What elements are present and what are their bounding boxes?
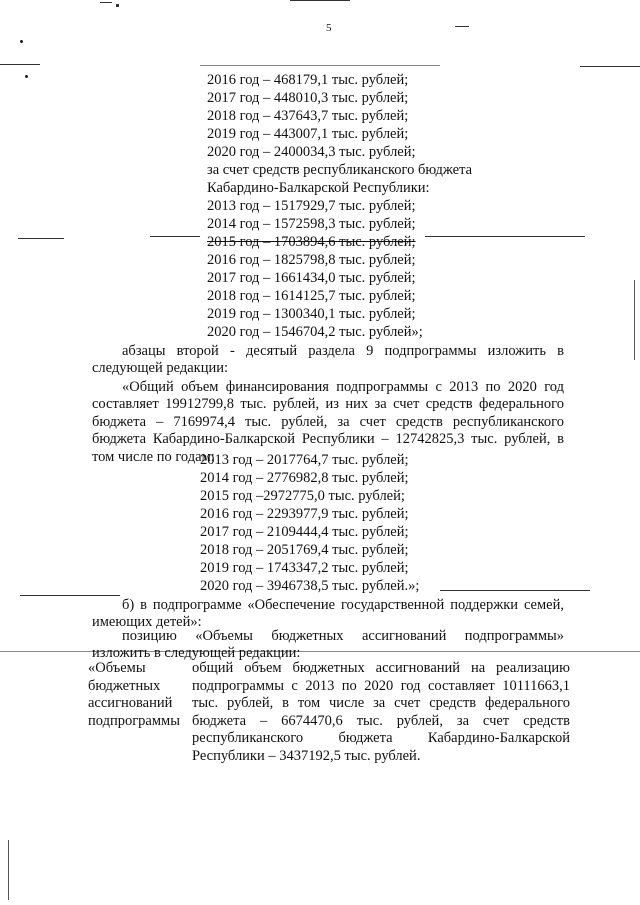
year-line: 2016 год – 468179,1 тыс. рублей; (207, 72, 409, 88)
paragraph-poziciya: позицию «Объемы бюджетных ассигнований подпрограммы» изложить в следующей редакции: (92, 628, 564, 662)
scan-artifact-line (200, 65, 440, 66)
year-line: 2017 год – 2109444,4 тыс. рублей; (200, 524, 409, 540)
year-line: 2018 год – 2051769,4 тыс. рублей; (200, 542, 409, 558)
year-line: 2013 год – 2017764,7 тыс. рублей; (200, 452, 409, 468)
budget-source-line: Кабардино-Балкарской Республики: (207, 180, 430, 196)
year-line: 2019 год – 1300340,1 тыс. рублей; (207, 306, 416, 322)
paragraph-abzacy: абзацы второй - десятый раздела 9 подпрограммы изложить в следующей редакции: (92, 343, 564, 377)
year-line: 2017 год – 448010,3 тыс. рублей; (207, 90, 409, 106)
year-line: 2020 год – 3946738,5 тыс. рублей.»; (200, 578, 420, 594)
year-line: 2014 год – 1572598,3 тыс. рублей; (207, 216, 416, 232)
scan-artifact-line (580, 66, 640, 67)
year-line: 2016 год – 2293977,9 тыс. рублей; (200, 506, 409, 522)
scan-artifact-dot (20, 40, 23, 43)
year-line: 2015 год – 1703894,6 тыс. рублей; (207, 234, 416, 250)
budget-source-line: за счет средств республиканского бюджета (207, 162, 473, 178)
paragraph-obshiy-obem: «Общий объем финансирования подпрограммы с 2013 по 2020 год составляет 19912799,8 тыс. рублей, из них за счет средств федерального бюджета – 7169974,4 тыс. рублей, за счет средств республиканского бюджета Кабардино-Балкарской Республики – 12742825,3 тыс. рублей, в том числе по годам: (92, 379, 564, 465)
year-line: 2013 год – 1517929,7 тыс. рублей; (207, 198, 416, 214)
scan-artifact-dot (25, 75, 28, 78)
paragraph-b: б) в подпрограмме «Обеспечение государственной поддержки семей, имеющих детей»: (92, 597, 564, 631)
scan-artifact-line (116, 4, 119, 7)
year-line: 2016 год – 1825798,8 тыс. рублей; (207, 252, 416, 268)
scan-artifact-line (425, 236, 585, 237)
table-left-cell: «Объемы бюджетных ассигнований подпрограммы (88, 660, 180, 729)
scan-artifact-vertical (634, 280, 635, 360)
scan-artifact-line (290, 0, 350, 1)
scan-artifact-line (455, 26, 469, 27)
table-right-text: общий объем бюджетных ассигнований на реализацию подпрограммы с 2013 по 2020 год составляет 10111663,1 тыс. рублей, в том числе за счет средств федерального бюджета – 6674470,6 тыс. рублей, за счет средств республиканского бюджета Кабардино-Балкарской Республики – 3437192,5 тыс. рублей. (192, 660, 570, 764)
scan-artifact-vertical (8, 840, 9, 900)
table-right-cell (192, 660, 570, 766)
year-line: 2019 год – 443007,1 тыс. рублей; (207, 126, 409, 142)
scan-artifact-line (100, 2, 112, 3)
year-line: 2019 год – 1743347,2 тыс. рублей; (200, 560, 409, 576)
scan-artifact-line (440, 590, 590, 591)
year-line: 2015 год –2972775,0 тыс. рублей; (200, 488, 405, 504)
year-line: 2018 год – 437643,7 тыс. рублей; (207, 108, 409, 124)
year-line: 2014 год – 2776982,8 тыс. рублей; (200, 470, 409, 486)
scan-artifact-line (0, 64, 40, 65)
page-number: 5 (326, 22, 332, 34)
year-line: 2020 год – 1546704,2 тыс. рублей»; (207, 324, 423, 340)
scan-artifact-line (18, 238, 64, 239)
scan-artifact-line (20, 595, 120, 596)
year-line: 2017 год – 1661434,0 тыс. рублей; (207, 270, 416, 286)
year-line: 2020 год – 2400034,3 тыс. рублей; (207, 144, 416, 160)
year-line: 2018 год – 1614125,7 тыс. рублей; (207, 288, 416, 304)
scan-artifact-line (150, 236, 200, 237)
